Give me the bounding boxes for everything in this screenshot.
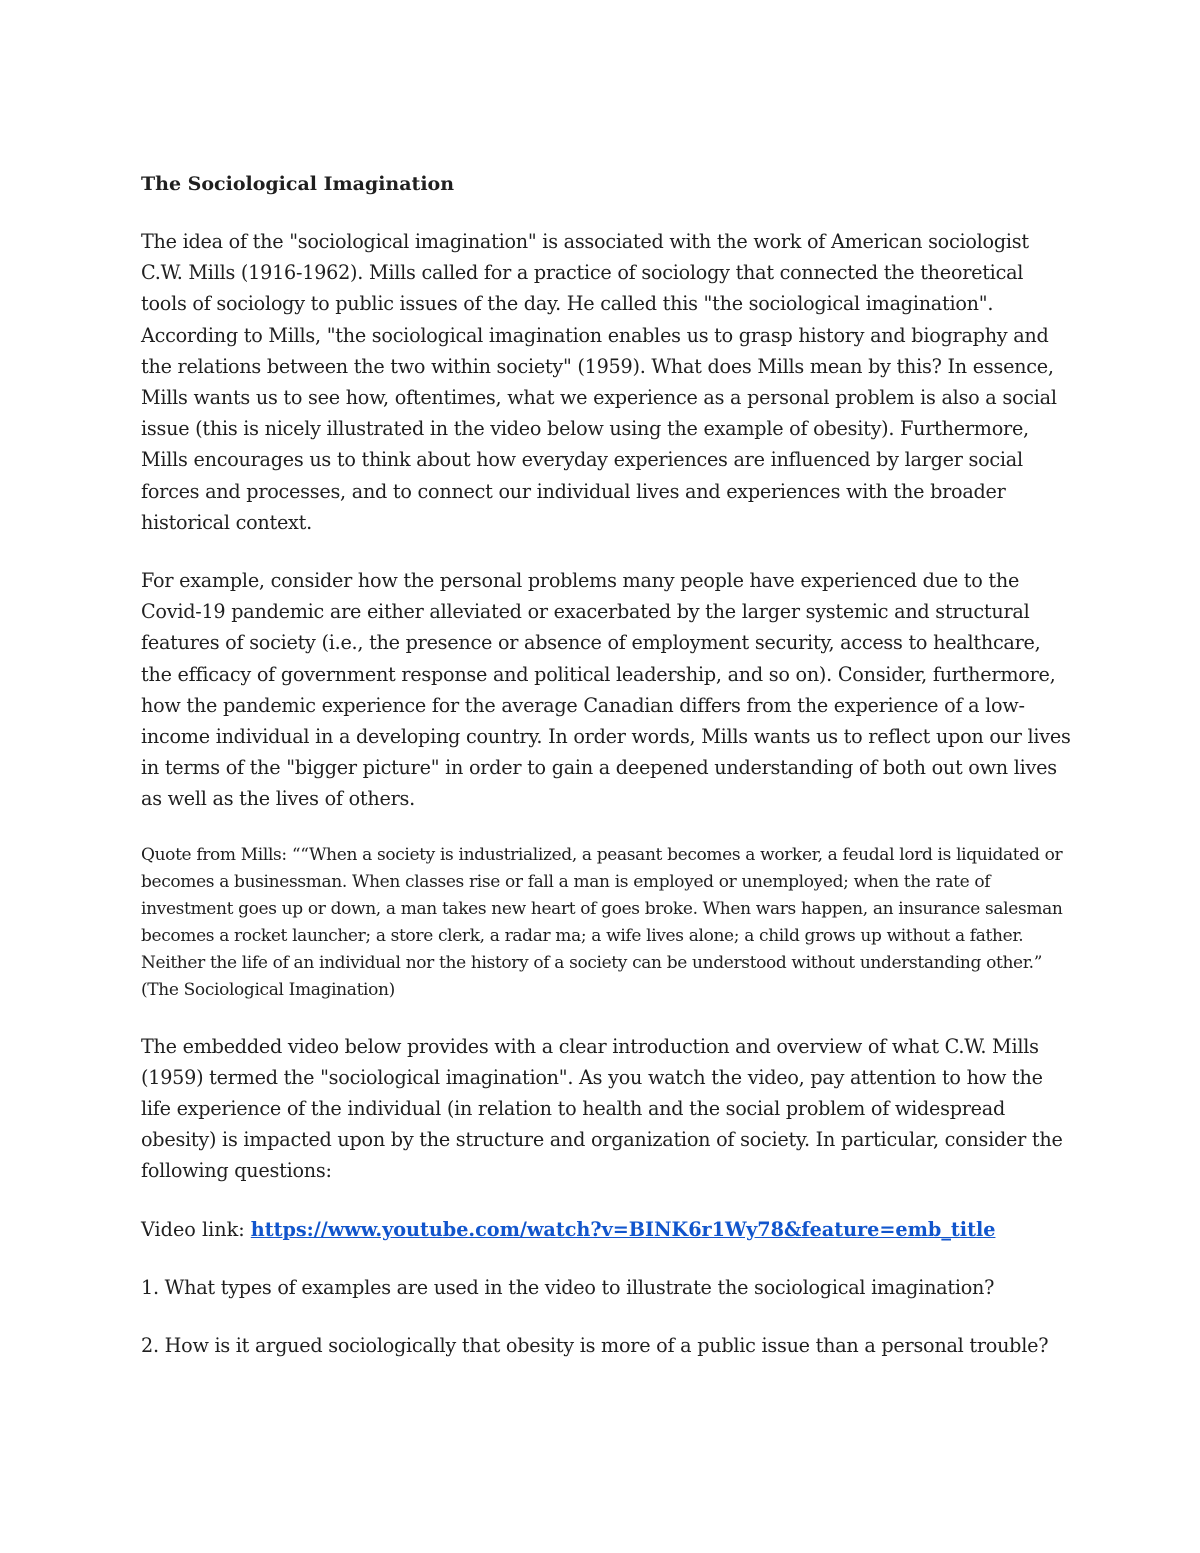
example-paragraph: For example, consider how the personal problems many people have experienced due to the Covid-19 pandemic are either alleviated or exacerbated by the larger systemic and structural features of society (i.e., the presence or absence of employment security, access to healthcare, the efficacy of government response and political leadership, and so on). Consider, furthermore, how the pandemic experience for the average Canadian differs from the experience of a low-income individual in a developing country. In order words, Mills wants us to reflect upon our lives in terms of the "bigger picture" in order to gain a deepened understanding of both out own lives as well as the lives of others. xyxy=(141,569,1071,811)
mills-quote: Quote from Mills: ““When a society is industrialized, a peasant becomes a worker, a feudal lord is liquidated or becomes a businessman. When classes rise or fall a man is employed or unemployed; when the rate of investment goes up or down, a man takes new heart of goes broke. When wars happen, an insurance salesman becomes a rocket launcher; a store clerk, a radar ma; a wife lives alone; a child grows up without a father. Neither the life of an individual nor the history of a society can be understood without understanding other.” (The Sociological Imagination) xyxy=(141,844,1063,1000)
video-intro-paragraph: The embedded video below provides with a clear introduction and overview of what C.W. Mills (1959) termed the "sociological imagination". As you watch the video, pay attention to how the life experience of the individual (in relation to health and the social problem of widespread obesity) is impacted upon by the structure and organization of society. In particular, consider the following questions: xyxy=(141,1034,1063,1183)
video-link-line xyxy=(141,1214,1071,1245)
document-title: The Sociological Imagination xyxy=(141,173,455,195)
intro-paragraph: The idea of the "sociological imagination" is associated with the work of American sociologist C.W. Mills (1916-1962). Mills called for a practice of sociology that connected the theoretical tools of sociology to public issues of the day. He called this "the sociological imagination". According to Mills, "the sociological imagination enables us to grasp history and biography and the relations between the two within society" (1959). What does Mills mean by this? In essence, Mills wants us to see how, oftentimes, what we experience as a personal problem is also a social issue (this is nicely illustrated in the video below using the example of obesity). Furthermore, Mills encourages us to think about how everyday experiences are influenced by larger social forces and processes, and to connect our individual lives and experiences with the broader historical context. xyxy=(141,230,1057,534)
document-page xyxy=(141,170,1071,1388)
video-link[interactable]: https://www.youtube.com/watch?v=BINK6r1Wy78&feature=emb_title xyxy=(250,1217,996,1241)
question-2: 2. How is it argued sociologically that obesity is more of a public issue than a personal trouble? xyxy=(141,1333,1049,1357)
video-link-label: Video link: xyxy=(141,1217,251,1241)
question-1: 1. What types of examples are used in the video to illustrate the sociological imagination? xyxy=(141,1275,995,1299)
